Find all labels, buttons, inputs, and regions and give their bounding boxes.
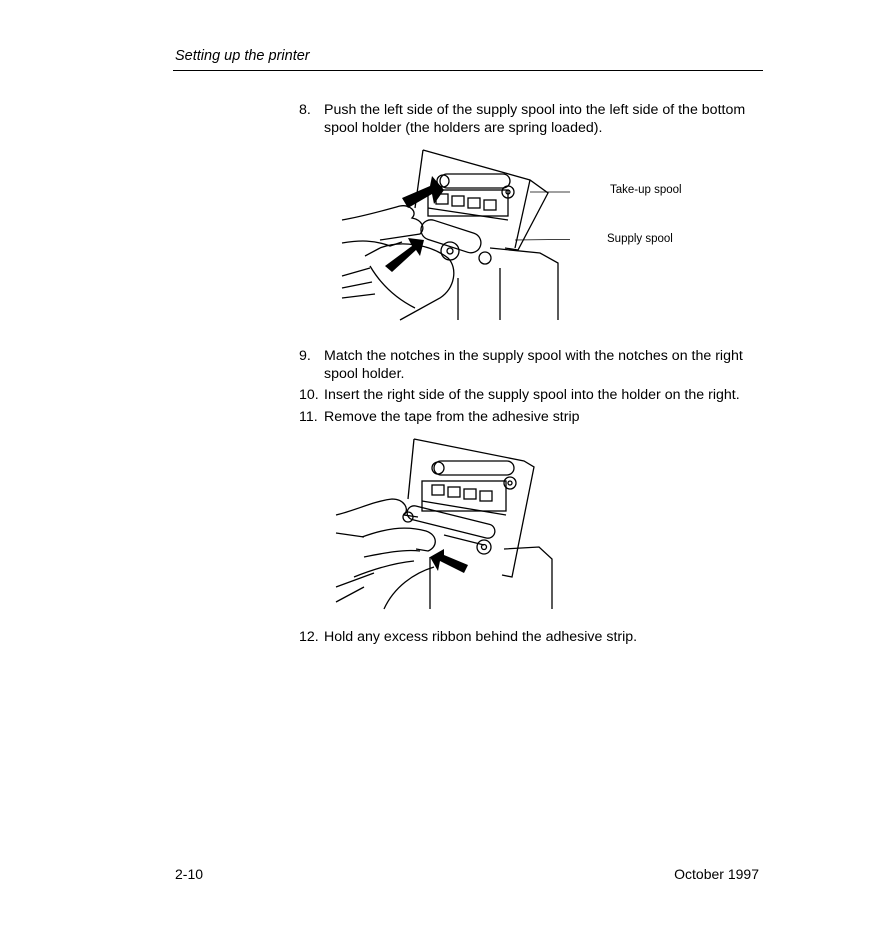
callout-take-up-spool: Take-up spool — [610, 184, 682, 196]
callout-supply-spool: Supply spool — [607, 233, 673, 245]
step-number: 11. — [299, 409, 318, 425]
step-11 — [299, 408, 764, 426]
step-number: 12. — [299, 629, 319, 645]
step-number: 9. — [299, 348, 311, 364]
step-12 — [299, 628, 764, 646]
page-header-title: Setting up the printer — [175, 48, 310, 64]
step-number: 8. — [299, 102, 311, 118]
step-9 — [299, 347, 764, 383]
step-8 — [299, 101, 764, 137]
step-text: Insert the right side of the supply spool into the holder on the right. — [324, 387, 740, 403]
step-number: 10. — [299, 387, 319, 403]
header-rule — [173, 70, 763, 71]
page-number: 2-10 — [175, 866, 204, 882]
step-text: Remove the tape from the adhesive strip — [324, 409, 580, 425]
step-text: Push the left side of the supply spool into the left side of the bottom spool holder (the holders are spring loaded). — [324, 102, 746, 136]
footer-date: October 1997 — [674, 866, 759, 882]
step-10 — [299, 386, 764, 404]
step-text: Match the notches in the supply spool with the notches on the right spool holder. — [324, 348, 743, 382]
adhesive-strip-illustration — [334, 437, 558, 612]
supply-spool-illustration — [340, 148, 570, 323]
step-text: Hold any excess ribbon behind the adhesive strip. — [324, 629, 638, 645]
